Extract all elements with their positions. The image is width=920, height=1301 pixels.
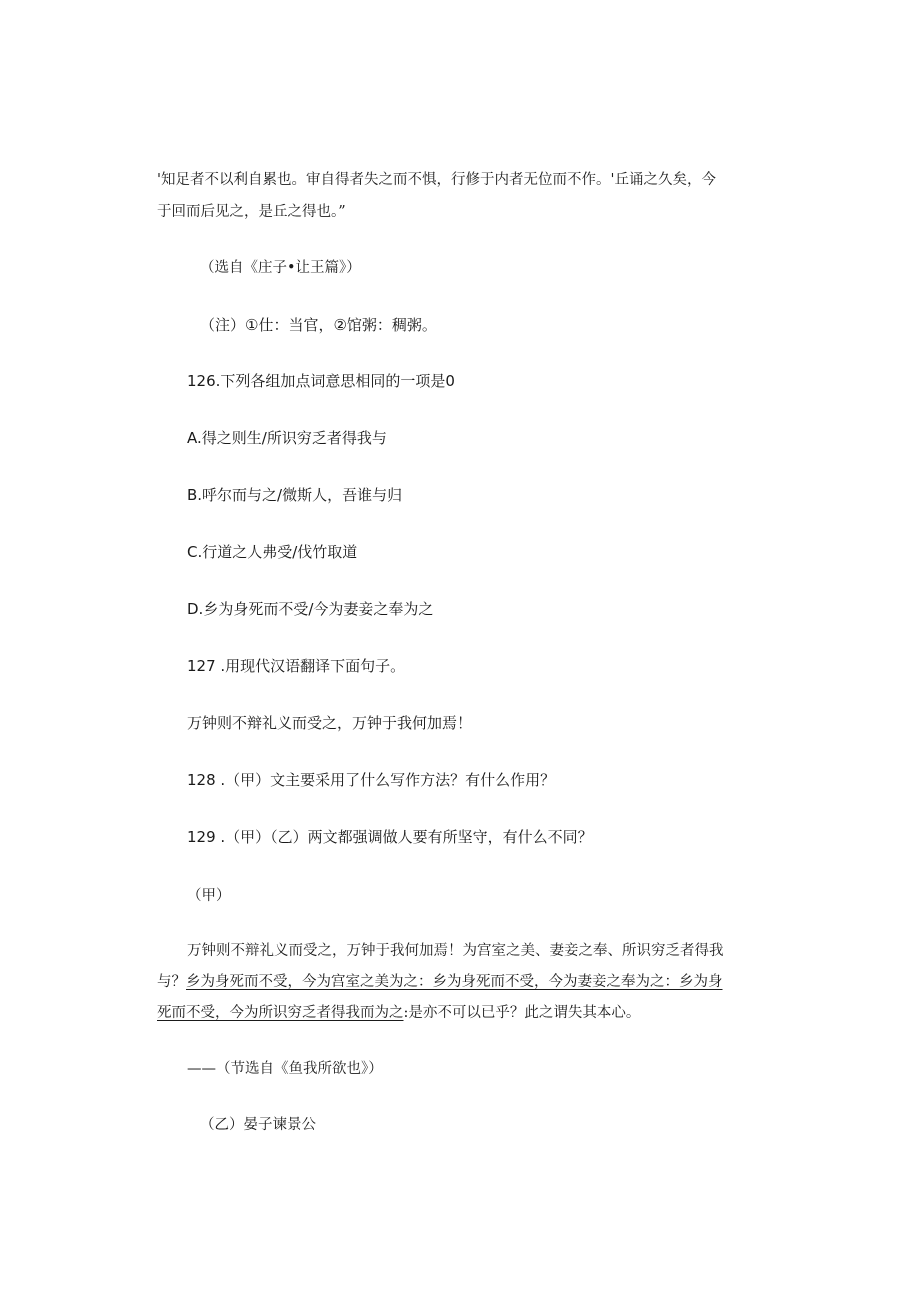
jia-line-2-underlined: 乡为身死而不受，今为宫室之美为之：乡为身死而不受，今为妻妾之奉为之：乡为身 (186, 974, 723, 990)
jia-line-3-plain: :是亦不可以已乎？此之谓失其本心。 (403, 1005, 641, 1021)
jia-source: ——（节选自《鱼我所欲也》） (187, 1061, 383, 1077)
question-127-sentence: 万钟则不辩礼义而受之，万钟于我何加焉！ (187, 714, 473, 732)
question-126-option-a: A.得之则生/所识穷乏者得我与 (187, 429, 387, 447)
jia-line-2-plain: 与？ (157, 974, 186, 990)
question-128: 128 .（甲）文主要采用了什么写作方法？有什么作用？ (187, 771, 556, 789)
passage-line-2: 于回而后见之，是丘之得也。” (157, 204, 346, 220)
annotation-note: （注）①仕：当官，②馆粥：稠粥。 (200, 316, 437, 334)
question-126-option-b: B.呼尔而与之/微斯人，吾谁与归 (187, 486, 403, 504)
question-127-stem: 127 .用现代汉语翻译下面句子。 (187, 657, 406, 675)
source-citation: （选自《庄子•让王篇》） (200, 260, 361, 276)
yi-label: （乙）晏子谏景公 (200, 1117, 316, 1133)
passage-line-1: '知足者不以利自累也。审自得者失之而不惧，行修于内者无位而不作。'丘诵之久矣，今 (157, 172, 716, 188)
question-126-stem: 126.下列各组加点词意思相同的一项是0 (187, 372, 455, 390)
question-129: 129 .（甲）（乙）两文都强调做人要有所坚守，有什么不同？ (187, 828, 593, 846)
question-126-option-c: C.行道之人弗受/伐竹取道 (187, 543, 358, 561)
jia-line-2 (157, 972, 723, 992)
question-126-option-d: D.乡为身死而不受/今为妻妾之奉为之 (187, 600, 434, 618)
jia-line-3-underlined: 死而不受，今为所识穷乏者得我而为之 (157, 1005, 404, 1021)
jia-line-1: 万钟则不辩礼义而受之，万钟于我何加焉！为宫室之美、妻妾之奉、所识穷乏者得我 (187, 943, 724, 959)
jia-line-3 (157, 1003, 640, 1023)
jia-label: （甲） (187, 888, 231, 904)
